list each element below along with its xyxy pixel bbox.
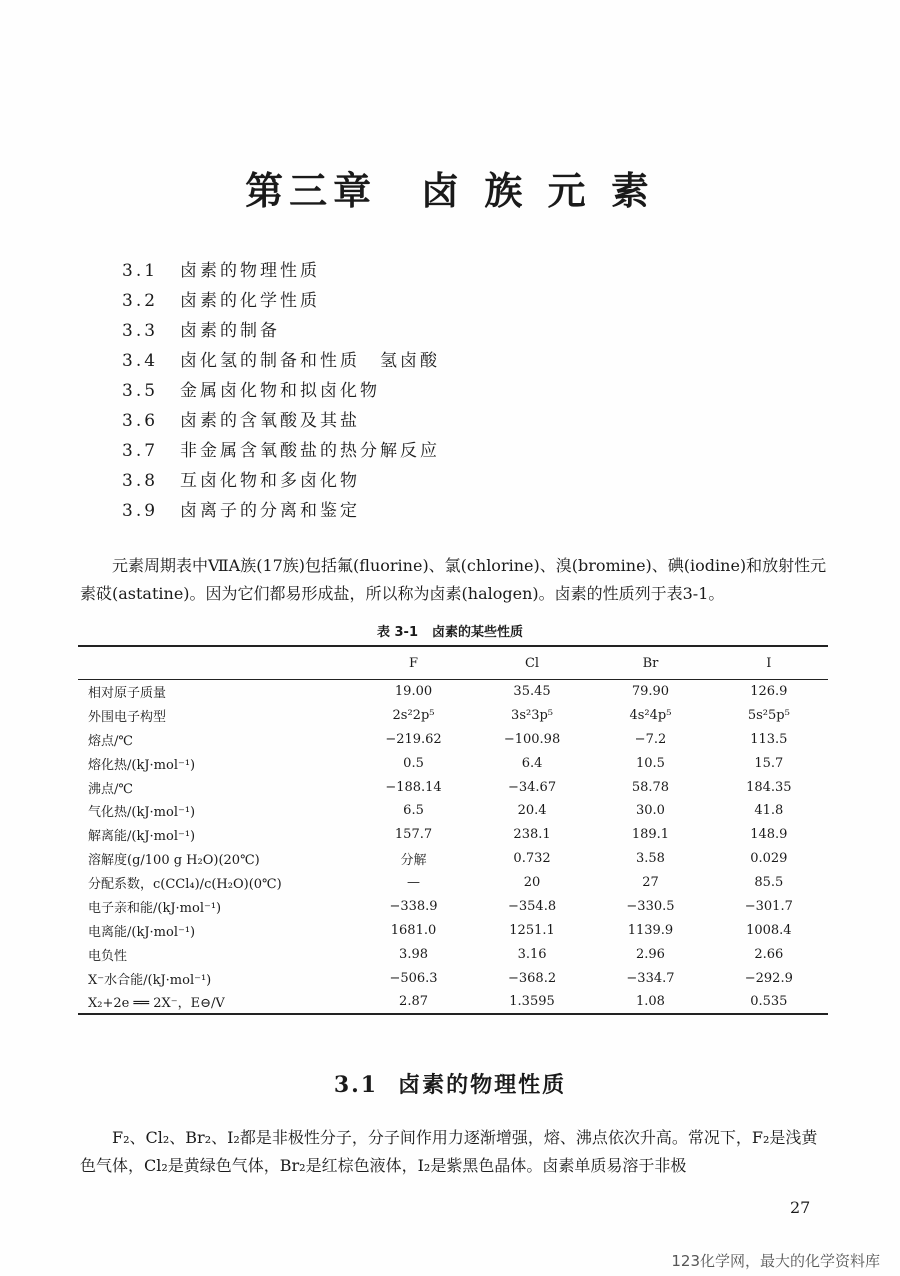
toc-item-number: 3.4 <box>122 351 159 371</box>
table-cell: −301.7 <box>744 898 793 914</box>
table-row <box>78 680 828 704</box>
table-caption-title: 卤素的某些性质 <box>432 625 524 640</box>
table-body <box>78 680 828 1014</box>
table-row <box>78 918 828 942</box>
table-cell: −34.67 <box>507 779 557 795</box>
toc-item[interactable] <box>122 286 440 316</box>
table-cell: 238.1 <box>513 827 551 843</box>
row-label: 分配系数，c(CCl₄)/c(H₂O)(0℃) <box>88 877 282 893</box>
toc-item[interactable] <box>122 256 440 286</box>
table-cell: 2s²2p⁵ <box>392 707 435 723</box>
table-cell: 6.5 <box>403 803 424 819</box>
table-cell: 58.78 <box>631 779 670 795</box>
section-number: 3.1 <box>333 1072 379 1098</box>
table-cell: 157.7 <box>394 827 433 843</box>
table-header-corner <box>78 646 354 680</box>
toc-item[interactable] <box>122 346 440 376</box>
toc-item-number: 3.5 <box>122 381 159 401</box>
row-label: 电负性 <box>88 948 128 964</box>
table-cell: 2.66 <box>754 946 784 962</box>
table-cell: −506.3 <box>389 970 438 986</box>
page-number: 27 <box>790 1198 811 1217</box>
toc-item-number: 3.6 <box>122 411 159 431</box>
table-cell: 20.4 <box>517 803 547 819</box>
row-label: 外围电子构型 <box>88 709 167 725</box>
toc-item-number: 3.3 <box>122 321 159 341</box>
table-cell: 4s²4p⁵ <box>629 707 672 723</box>
table-header-row <box>78 646 828 680</box>
table-cell: 1251.1 <box>509 922 555 938</box>
table-cell: 126.9 <box>750 684 788 700</box>
toc-item-title: 卤离子的分离和鉴定 <box>180 501 360 521</box>
table-cell: 41.8 <box>754 803 784 819</box>
section-heading <box>0 1068 900 1099</box>
table-cell: 0.732 <box>513 851 551 867</box>
row-label: X₂+2e ══ 2X⁻，E⊖/V <box>78 990 354 1014</box>
toc-item-number: 3.8 <box>122 471 159 491</box>
table-row <box>78 990 828 1014</box>
table-cell: 148.9 <box>750 827 788 843</box>
table-cell: 3.16 <box>517 946 547 962</box>
toc-item[interactable] <box>122 466 440 496</box>
toc-item-title: 卤化氢的制备和性质 氢卤酸 <box>180 351 440 371</box>
table-cell: 79.90 <box>631 684 670 700</box>
table-row <box>78 847 828 871</box>
column-header: F <box>354 646 473 680</box>
toc-item-title: 卤素的物理性质 <box>180 261 320 281</box>
table-cell: 10.5 <box>635 755 665 771</box>
row-label: 溶解度(g/100 g H₂O)(20℃) <box>88 853 260 869</box>
toc-item[interactable] <box>122 436 440 466</box>
table-cell: −368.2 <box>507 970 557 986</box>
toc-item[interactable] <box>122 376 440 406</box>
toc-item-title: 金属卤化物和拟卤化物 <box>180 381 380 401</box>
table-cell: 85.5 <box>754 875 784 891</box>
table-row <box>78 942 828 966</box>
table-cell: 0.029 <box>750 851 788 867</box>
table-cell: 30.0 <box>635 803 665 819</box>
column-header: I <box>710 646 828 680</box>
table-of-contents <box>122 256 440 526</box>
watermark: 123化学网，最大的化学资料库 <box>671 1252 880 1270</box>
table-cell: 20 <box>523 875 541 891</box>
chapter-title: 第三章 卤 族 元 素 <box>245 169 655 213</box>
table-cell: 1008.4 <box>746 922 792 938</box>
table-cell: 184.35 <box>746 779 792 795</box>
table-cell: −354.8 <box>507 898 557 914</box>
toc-item-number: 3.7 <box>122 441 159 461</box>
toc-item-title: 卤素的含氧酸及其盐 <box>180 411 360 431</box>
table-cell: 35.45 <box>513 684 551 700</box>
table-cell: 0.5 <box>403 755 424 771</box>
table-cell: 19.00 <box>394 684 433 700</box>
table-caption-number: 表 3-1 <box>376 625 418 640</box>
table-cell: 1681.0 <box>390 922 437 938</box>
section-title: 卤素的物理性质 <box>398 1072 567 1098</box>
table-row <box>78 727 828 751</box>
table-row <box>78 703 828 727</box>
table-cell: 27 <box>642 875 659 891</box>
toc-item[interactable] <box>122 406 440 436</box>
table-cell: −219.62 <box>385 731 442 747</box>
row-label: 气化热/(kJ·mol⁻¹) <box>88 805 196 821</box>
table-cell: 1.3595 <box>473 990 592 1014</box>
row-label: 电离能/(kJ·mol⁻¹) <box>88 924 196 940</box>
halogen-properties-table <box>78 645 828 1015</box>
row-label: 熔化热/(kJ·mol⁻¹) <box>88 757 196 773</box>
toc-item[interactable] <box>122 496 440 526</box>
table-cell: −338.9 <box>389 898 438 914</box>
table-row <box>78 775 828 799</box>
table-cell: 3s²3p⁵ <box>511 707 554 723</box>
table-cell: 15.7 <box>754 755 784 771</box>
toc-item-title: 非金属含氧酸盐的热分解反应 <box>180 441 440 461</box>
table-cell: −292.9 <box>744 970 793 986</box>
row-label: X⁻水合能/(kJ·mol⁻¹) <box>88 972 212 988</box>
toc-item[interactable] <box>122 316 440 346</box>
table-cell: −7.2 <box>634 731 667 747</box>
table-cell: 分解 <box>400 853 427 869</box>
table-caption <box>0 621 900 640</box>
table-cell: 113.5 <box>750 731 788 747</box>
toc-item-title: 卤素的化学性质 <box>180 291 320 311</box>
table-row <box>78 966 828 990</box>
table-cell: −334.7 <box>626 970 675 986</box>
table-cell: 2.87 <box>354 990 473 1014</box>
table-row <box>78 751 828 775</box>
table-cell: 0.535 <box>710 990 828 1014</box>
toc-item-number: 3.1 <box>122 261 159 281</box>
table-row <box>78 799 828 823</box>
toc-item-title: 卤素的制备 <box>180 321 280 341</box>
table-row <box>78 823 828 847</box>
table-row <box>78 871 828 895</box>
column-header: Br <box>591 646 709 680</box>
row-label: 相对原子质量 <box>88 686 167 702</box>
toc-item-number: 3.9 <box>122 501 159 521</box>
table-cell: — <box>407 875 421 891</box>
row-label: 沸点/℃ <box>88 781 133 797</box>
table-cell: −330.5 <box>626 898 675 914</box>
toc-item-number: 3.2 <box>122 291 159 311</box>
table-cell: 3.58 <box>635 851 665 867</box>
table-cell: 6.4 <box>521 755 543 771</box>
row-label: 熔点/℃ <box>88 733 133 749</box>
table-cell: 1139.9 <box>627 922 674 938</box>
table-cell: 2.96 <box>635 946 665 962</box>
row-label: 解离能/(kJ·mol⁻¹) <box>88 829 196 845</box>
toc-item-title: 互卤化物和多卤化物 <box>180 471 360 491</box>
table-row <box>78 895 828 919</box>
column-header: Cl <box>473 646 592 680</box>
table-cell: 189.1 <box>631 827 670 843</box>
table-cell: 1.08 <box>591 990 709 1014</box>
table-cell: 5s²5p⁵ <box>747 707 790 723</box>
table-cell: 3.98 <box>399 946 428 962</box>
table-cell: −100.98 <box>503 731 561 747</box>
body-paragraph: F₂、Cl₂、Br₂、I₂都是非极性分子，分子间作用力逐渐增强，熔、沸点依次升高。常况下，F₂是浅黄色气体，Cl₂是黄绿色气体，Br₂是红棕色液体，I₂是紫黑色晶体。卤素单质易溶于非极 <box>80 1128 818 1175</box>
intro-paragraph: 元素周期表中ⅦA族(17族)包括氟(fluorine)、氯(chlorine)、溴(bromine)、碘(iodine)和放射性元素砹(astatine)。因为它们都易形成盐，所以称为卤素(halogen)。卤素的性质列于表3-1。 <box>80 556 827 603</box>
table-cell: −188.14 <box>385 779 442 795</box>
row-label: 电子亲和能/(kJ·mol⁻¹) <box>88 900 222 916</box>
